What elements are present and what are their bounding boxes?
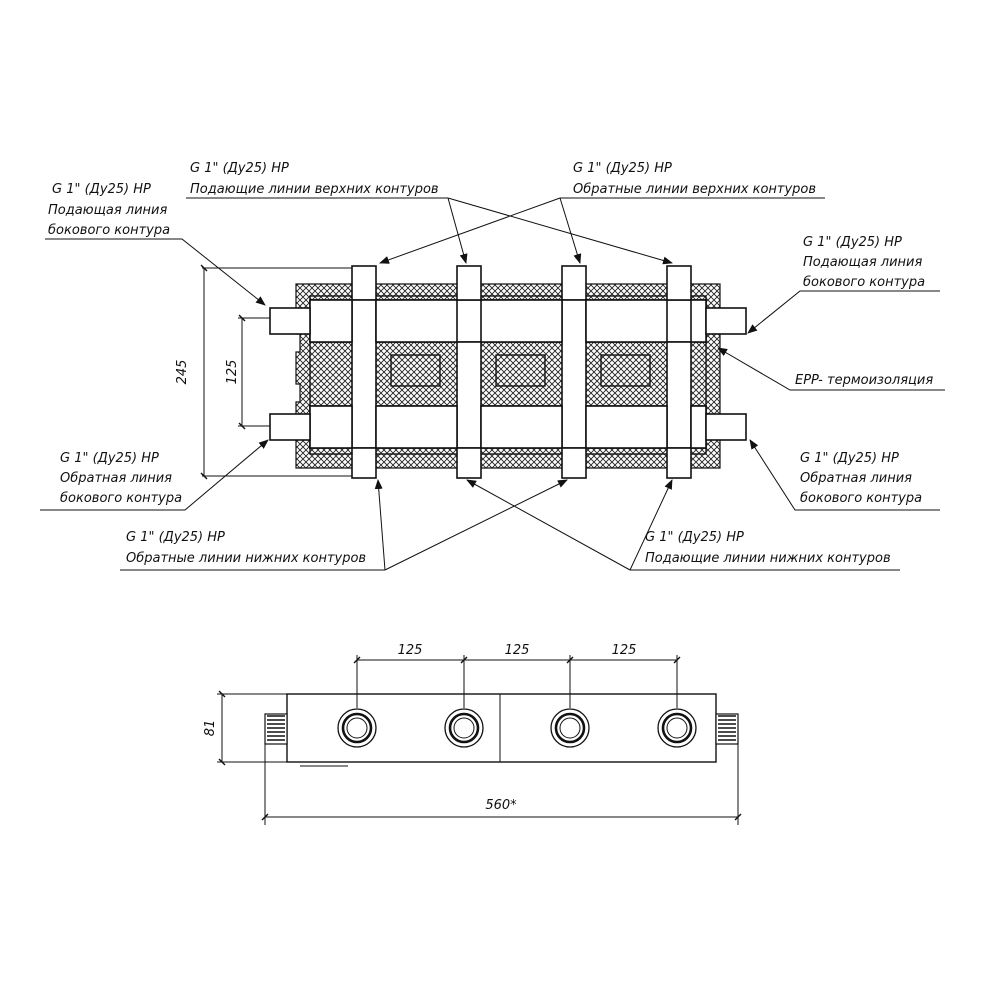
label-right-side-supply	[748, 235, 940, 333]
upper-return-branch	[352, 266, 376, 300]
port-circle	[658, 709, 696, 747]
label-upper-return	[380, 161, 825, 263]
label-line: G 1" (Ду25) НР	[645, 530, 744, 545]
label-line: бокового контура	[800, 491, 923, 506]
spacing-text-2: 125	[504, 643, 530, 658]
label-line: Обратные линии верхних контуров	[573, 182, 817, 197]
port-circle	[551, 709, 589, 747]
right-upper-port	[706, 308, 746, 334]
upper-supply-branch	[457, 266, 481, 300]
label-line: Подающая линия	[48, 203, 168, 218]
label-line: G 1" (Ду25) НР	[800, 451, 899, 466]
spacing-text-1: 125	[397, 643, 423, 658]
header-segment	[691, 406, 706, 448]
header-segment	[586, 300, 667, 342]
header-segment	[691, 300, 706, 342]
riser	[457, 342, 481, 448]
label-line: Обратные линии нижних контуров	[126, 551, 367, 566]
lower-supply-branch	[667, 448, 691, 478]
upper-return-branch	[562, 266, 586, 300]
header-segment	[376, 300, 457, 342]
port-circle	[445, 709, 483, 747]
header-segment	[310, 300, 352, 342]
label-line: G 1" (Ду25) НР	[573, 161, 672, 176]
label-line: G 1" (Ду25) НР	[52, 182, 151, 197]
label-line: Подающие линии верхних контуров	[190, 182, 439, 197]
label-left-side-return	[40, 440, 268, 510]
right-lower-port	[706, 414, 746, 440]
lower-return-branch	[352, 448, 376, 478]
label-lower-return	[120, 480, 567, 570]
header-segment	[481, 406, 562, 448]
lower-return-branch	[562, 448, 586, 478]
label-line: бокового контура	[48, 223, 171, 238]
label-line: бокового контура	[60, 491, 183, 506]
lower-supply-branch	[457, 448, 481, 478]
riser	[352, 300, 376, 448]
insulation-label: EPP- термоизоляция	[795, 373, 934, 388]
port-circle	[338, 709, 376, 747]
label-upper-supply	[186, 161, 672, 263]
left-lower-port	[270, 414, 310, 440]
header-segment	[586, 406, 667, 448]
label-line: G 1" (Ду25) НР	[803, 235, 902, 250]
manifold-section	[270, 266, 746, 478]
label-line: Подающая линия	[803, 255, 923, 270]
height-dimension-text: 245	[175, 359, 190, 385]
label-insulation	[718, 348, 945, 390]
header-segment	[310, 406, 352, 448]
length-text: 560*	[485, 798, 517, 813]
pipe-spacing-dimension	[225, 318, 270, 426]
riser	[667, 342, 691, 448]
label-line: G 1" (Ду25) НР	[60, 451, 159, 466]
riser	[562, 300, 586, 448]
side-elevation	[265, 694, 738, 766]
left-upper-port	[270, 308, 310, 334]
spacing-text-3: 125	[611, 643, 637, 658]
upper-supply-branch	[667, 266, 691, 300]
pipe-spacing-text: 125	[225, 359, 240, 385]
label-left-side-supply	[45, 182, 265, 305]
depth-text: 81	[203, 719, 218, 737]
label-line: Подающие линии нижних контуров	[645, 551, 891, 566]
label-line: G 1" (Ду25) НР	[190, 161, 289, 176]
label-right-side-return	[750, 440, 940, 510]
header-segment	[376, 406, 457, 448]
label-line: Обратная линия	[800, 471, 912, 486]
label-line: бокового контура	[803, 275, 926, 290]
label-line: G 1" (Ду25) НР	[126, 530, 225, 545]
label-line: Обратная линия	[60, 471, 172, 486]
header-segment	[481, 300, 562, 342]
